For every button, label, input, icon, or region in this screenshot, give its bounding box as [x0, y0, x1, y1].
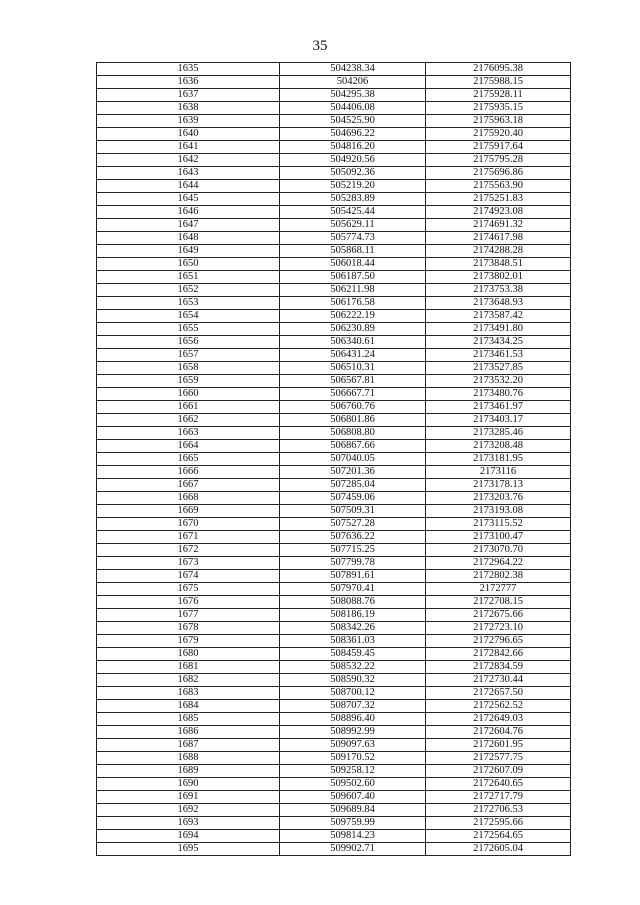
x-coordinate-cell: 506176.58	[280, 297, 426, 310]
y-coordinate-cell: 2173285.46	[426, 427, 571, 440]
x-coordinate-cell: 508459.45	[280, 648, 426, 661]
table-row	[97, 557, 571, 570]
table-row	[97, 232, 571, 245]
point-number-cell: 1640	[97, 128, 280, 141]
x-coordinate-cell: 507715.25	[280, 544, 426, 557]
point-number-cell: 1642	[97, 154, 280, 167]
x-coordinate-cell: 506340.61	[280, 336, 426, 349]
table-row	[97, 648, 571, 661]
table-row	[97, 310, 571, 323]
x-coordinate-cell: 506222.19	[280, 310, 426, 323]
y-coordinate-cell: 2174923.08	[426, 206, 571, 219]
point-number-cell: 1676	[97, 596, 280, 609]
point-number-cell: 1694	[97, 830, 280, 843]
x-coordinate-cell: 509502.60	[280, 778, 426, 791]
x-coordinate-cell: 506808.80	[280, 427, 426, 440]
y-coordinate-cell: 2175795.28	[426, 154, 571, 167]
x-coordinate-cell: 507970.41	[280, 583, 426, 596]
x-coordinate-cell: 506018.44	[280, 258, 426, 271]
x-coordinate-cell: 506667.71	[280, 388, 426, 401]
y-coordinate-cell: 2175917.64	[426, 141, 571, 154]
table-row	[97, 713, 571, 726]
table-row	[97, 609, 571, 622]
y-coordinate-cell: 2173181.95	[426, 453, 571, 466]
x-coordinate-cell: 505868.11	[280, 245, 426, 258]
table-row	[97, 791, 571, 804]
table-row	[97, 388, 571, 401]
point-number-cell: 1695	[97, 843, 280, 856]
table-row	[97, 414, 571, 427]
table-row	[97, 817, 571, 830]
y-coordinate-cell: 2172706.53	[426, 804, 571, 817]
y-coordinate-cell: 2173461.97	[426, 401, 571, 414]
table-row	[97, 752, 571, 765]
point-number-cell: 1675	[97, 583, 280, 596]
point-number-cell: 1644	[97, 180, 280, 193]
y-coordinate-cell: 2173208.48	[426, 440, 571, 453]
x-coordinate-cell: 506567.81	[280, 375, 426, 388]
x-coordinate-cell: 506867.66	[280, 440, 426, 453]
y-coordinate-cell: 2173461.53	[426, 349, 571, 362]
x-coordinate-cell: 509902.71	[280, 843, 426, 856]
table-row	[97, 89, 571, 102]
point-number-cell: 1690	[97, 778, 280, 791]
point-number-cell: 1641	[97, 141, 280, 154]
table-row	[97, 661, 571, 674]
table-row	[97, 427, 571, 440]
point-number-cell: 1643	[97, 167, 280, 180]
y-coordinate-cell: 2174288.28	[426, 245, 571, 258]
table-row	[97, 76, 571, 89]
y-coordinate-cell: 2175696.86	[426, 167, 571, 180]
y-coordinate-cell: 2173527.85	[426, 362, 571, 375]
table-row	[97, 505, 571, 518]
point-number-cell: 1681	[97, 661, 280, 674]
table-row	[97, 570, 571, 583]
x-coordinate-cell: 508361.03	[280, 635, 426, 648]
table-row	[97, 180, 571, 193]
y-coordinate-cell: 2172802.38	[426, 570, 571, 583]
point-number-cell: 1663	[97, 427, 280, 440]
point-number-cell: 1658	[97, 362, 280, 375]
point-number-cell: 1649	[97, 245, 280, 258]
table-row	[97, 154, 571, 167]
y-coordinate-cell: 2172595.66	[426, 817, 571, 830]
y-coordinate-cell: 2172607.09	[426, 765, 571, 778]
point-number-cell: 1691	[97, 791, 280, 804]
x-coordinate-cell: 509258.12	[280, 765, 426, 778]
x-coordinate-cell: 507201.36	[280, 466, 426, 479]
x-coordinate-cell: 506187.50	[280, 271, 426, 284]
table-row	[97, 258, 571, 271]
y-coordinate-cell: 2175563.90	[426, 180, 571, 193]
point-number-cell: 1638	[97, 102, 280, 115]
table-row	[97, 271, 571, 284]
table-row	[97, 440, 571, 453]
y-coordinate-cell: 2173403.17	[426, 414, 571, 427]
y-coordinate-cell: 2172562.52	[426, 700, 571, 713]
point-number-cell: 1664	[97, 440, 280, 453]
table-row	[97, 193, 571, 206]
point-number-cell: 1667	[97, 479, 280, 492]
point-number-cell: 1646	[97, 206, 280, 219]
table-row	[97, 297, 571, 310]
table-row	[97, 115, 571, 128]
y-coordinate-cell: 2172717.79	[426, 791, 571, 804]
y-coordinate-cell: 2172842.66	[426, 648, 571, 661]
table-row	[97, 206, 571, 219]
x-coordinate-cell: 508532.22	[280, 661, 426, 674]
y-coordinate-cell: 2174691.32	[426, 219, 571, 232]
y-coordinate-cell: 2175251.83	[426, 193, 571, 206]
y-coordinate-cell: 2172964.22	[426, 557, 571, 570]
x-coordinate-cell: 504696.22	[280, 128, 426, 141]
table-row	[97, 687, 571, 700]
point-number-cell: 1635	[97, 63, 280, 76]
table-row	[97, 830, 571, 843]
y-coordinate-cell: 2173178.13	[426, 479, 571, 492]
y-coordinate-cell: 2175988.15	[426, 76, 571, 89]
x-coordinate-cell: 504525.90	[280, 115, 426, 128]
table-row	[97, 765, 571, 778]
table-row	[97, 674, 571, 687]
point-number-cell: 1651	[97, 271, 280, 284]
point-number-cell: 1666	[97, 466, 280, 479]
x-coordinate-cell: 507285.04	[280, 479, 426, 492]
y-coordinate-cell: 2173100.47	[426, 531, 571, 544]
x-coordinate-cell: 504920.56	[280, 154, 426, 167]
x-coordinate-cell: 508342.26	[280, 622, 426, 635]
y-coordinate-cell: 2173491.80	[426, 323, 571, 336]
x-coordinate-cell: 506510.31	[280, 362, 426, 375]
x-coordinate-cell: 509814.23	[280, 830, 426, 843]
table-row	[97, 349, 571, 362]
x-coordinate-cell: 507636.22	[280, 531, 426, 544]
y-coordinate-cell: 2172605.04	[426, 843, 571, 856]
point-number-cell: 1682	[97, 674, 280, 687]
y-coordinate-cell: 2174617.98	[426, 232, 571, 245]
x-coordinate-cell: 508186.19	[280, 609, 426, 622]
point-number-cell: 1654	[97, 310, 280, 323]
point-number-cell: 1652	[97, 284, 280, 297]
table-row	[97, 336, 571, 349]
table-row	[97, 167, 571, 180]
x-coordinate-cell: 504238.34	[280, 63, 426, 76]
point-number-cell: 1688	[97, 752, 280, 765]
point-number-cell: 1656	[97, 336, 280, 349]
x-coordinate-cell: 507040.05	[280, 453, 426, 466]
y-coordinate-cell: 2172675.66	[426, 609, 571, 622]
table-row	[97, 843, 571, 856]
table-row	[97, 362, 571, 375]
y-coordinate-cell: 2172708.15	[426, 596, 571, 609]
y-coordinate-cell: 2173193.08	[426, 505, 571, 518]
table-row	[97, 219, 571, 232]
x-coordinate-cell: 505283.89	[280, 193, 426, 206]
y-coordinate-cell: 2172601.95	[426, 739, 571, 752]
x-coordinate-cell: 506211.98	[280, 284, 426, 297]
y-coordinate-cell: 2173070.70	[426, 544, 571, 557]
x-coordinate-cell: 508088.76	[280, 596, 426, 609]
x-coordinate-cell: 505092.36	[280, 167, 426, 180]
y-coordinate-cell: 2172604.76	[426, 726, 571, 739]
point-number-cell: 1655	[97, 323, 280, 336]
y-coordinate-cell: 2172564.65	[426, 830, 571, 843]
y-coordinate-cell: 2172777	[426, 583, 571, 596]
x-coordinate-cell: 509689.84	[280, 804, 426, 817]
y-coordinate-cell: 2173203.76	[426, 492, 571, 505]
table-row	[97, 102, 571, 115]
point-number-cell: 1672	[97, 544, 280, 557]
x-coordinate-cell: 505219.20	[280, 180, 426, 193]
point-number-cell: 1636	[97, 76, 280, 89]
point-number-cell: 1669	[97, 505, 280, 518]
x-coordinate-cell: 509759.99	[280, 817, 426, 830]
table-row	[97, 245, 571, 258]
point-number-cell: 1679	[97, 635, 280, 648]
table-row	[97, 63, 571, 76]
y-coordinate-cell: 2173116	[426, 466, 571, 479]
x-coordinate-cell: 506230.89	[280, 323, 426, 336]
table-row	[97, 323, 571, 336]
point-number-cell: 1684	[97, 700, 280, 713]
table-row	[97, 492, 571, 505]
y-coordinate-cell: 2173480.76	[426, 388, 571, 401]
coordinates-table-body	[97, 63, 571, 856]
y-coordinate-cell: 2173753.38	[426, 284, 571, 297]
point-number-cell: 1674	[97, 570, 280, 583]
point-number-cell: 1668	[97, 492, 280, 505]
y-coordinate-cell: 2173532.20	[426, 375, 571, 388]
x-coordinate-cell: 508896.40	[280, 713, 426, 726]
y-coordinate-cell: 2172723.10	[426, 622, 571, 635]
y-coordinate-cell: 2173434.25	[426, 336, 571, 349]
x-coordinate-cell: 505629.11	[280, 219, 426, 232]
y-coordinate-cell: 2173848.51	[426, 258, 571, 271]
y-coordinate-cell: 2175920.40	[426, 128, 571, 141]
y-coordinate-cell: 2172577.75	[426, 752, 571, 765]
x-coordinate-cell: 506431.24	[280, 349, 426, 362]
x-coordinate-cell: 508707.32	[280, 700, 426, 713]
table-row	[97, 479, 571, 492]
coordinates-table	[96, 62, 571, 856]
point-number-cell: 1650	[97, 258, 280, 271]
table-row	[97, 453, 571, 466]
table-row	[97, 284, 571, 297]
x-coordinate-cell: 504206	[280, 76, 426, 89]
x-coordinate-cell: 507527.28	[280, 518, 426, 531]
point-number-cell: 1647	[97, 219, 280, 232]
y-coordinate-cell: 2172834.59	[426, 661, 571, 674]
point-number-cell: 1673	[97, 557, 280, 570]
x-coordinate-cell: 507799.78	[280, 557, 426, 570]
point-number-cell: 1671	[97, 531, 280, 544]
table-row	[97, 726, 571, 739]
point-number-cell: 1693	[97, 817, 280, 830]
table-row	[97, 804, 571, 817]
page-number: 35	[312, 38, 328, 54]
y-coordinate-cell: 2173587.42	[426, 310, 571, 323]
y-coordinate-cell: 2176095.38	[426, 63, 571, 76]
table-row	[97, 596, 571, 609]
x-coordinate-cell: 505425.44	[280, 206, 426, 219]
x-coordinate-cell: 509097.63	[280, 739, 426, 752]
point-number-cell: 1680	[97, 648, 280, 661]
x-coordinate-cell: 508992.99	[280, 726, 426, 739]
point-number-cell: 1648	[97, 232, 280, 245]
point-number-cell: 1692	[97, 804, 280, 817]
x-coordinate-cell: 507509.31	[280, 505, 426, 518]
point-number-cell: 1645	[97, 193, 280, 206]
y-coordinate-cell: 2173648.93	[426, 297, 571, 310]
y-coordinate-cell: 2172640.65	[426, 778, 571, 791]
point-number-cell: 1685	[97, 713, 280, 726]
point-number-cell: 1662	[97, 414, 280, 427]
table-row	[97, 778, 571, 791]
point-number-cell: 1678	[97, 622, 280, 635]
point-number-cell: 1665	[97, 453, 280, 466]
x-coordinate-cell: 504406.08	[280, 102, 426, 115]
x-coordinate-cell: 504816.20	[280, 141, 426, 154]
table-row	[97, 128, 571, 141]
point-number-cell: 1659	[97, 375, 280, 388]
point-number-cell: 1687	[97, 739, 280, 752]
point-number-cell: 1661	[97, 401, 280, 414]
y-coordinate-cell: 2173115.52	[426, 518, 571, 531]
y-coordinate-cell: 2172730.44	[426, 674, 571, 687]
table-row	[97, 635, 571, 648]
x-coordinate-cell: 506801.86	[280, 414, 426, 427]
y-coordinate-cell: 2175935.15	[426, 102, 571, 115]
x-coordinate-cell: 506760.76	[280, 401, 426, 414]
table-row	[97, 141, 571, 154]
x-coordinate-cell: 509170.52	[280, 752, 426, 765]
y-coordinate-cell: 2172796.65	[426, 635, 571, 648]
table-row	[97, 401, 571, 414]
x-coordinate-cell: 507891.61	[280, 570, 426, 583]
point-number-cell: 1677	[97, 609, 280, 622]
point-number-cell: 1686	[97, 726, 280, 739]
x-coordinate-cell: 504295.38	[280, 89, 426, 102]
point-number-cell: 1653	[97, 297, 280, 310]
point-number-cell: 1660	[97, 388, 280, 401]
y-coordinate-cell: 2172657.50	[426, 687, 571, 700]
point-number-cell: 1689	[97, 765, 280, 778]
y-coordinate-cell: 2173802.01	[426, 271, 571, 284]
table-row	[97, 466, 571, 479]
x-coordinate-cell: 508700.12	[280, 687, 426, 700]
point-number-cell: 1657	[97, 349, 280, 362]
x-coordinate-cell: 508590.32	[280, 674, 426, 687]
table-row	[97, 739, 571, 752]
table-row	[97, 544, 571, 557]
y-coordinate-cell: 2175963.18	[426, 115, 571, 128]
x-coordinate-cell: 509607.40	[280, 791, 426, 804]
y-coordinate-cell: 2172649.03	[426, 713, 571, 726]
table-row	[97, 375, 571, 388]
table-row	[97, 518, 571, 531]
x-coordinate-cell: 505774.73	[280, 232, 426, 245]
point-number-cell: 1670	[97, 518, 280, 531]
point-number-cell: 1639	[97, 115, 280, 128]
table-row	[97, 583, 571, 596]
table-row	[97, 700, 571, 713]
y-coordinate-cell: 2175928.11	[426, 89, 571, 102]
table-row	[97, 531, 571, 544]
point-number-cell: 1637	[97, 89, 280, 102]
x-coordinate-cell: 507459.06	[280, 492, 426, 505]
point-number-cell: 1683	[97, 687, 280, 700]
table-row	[97, 622, 571, 635]
